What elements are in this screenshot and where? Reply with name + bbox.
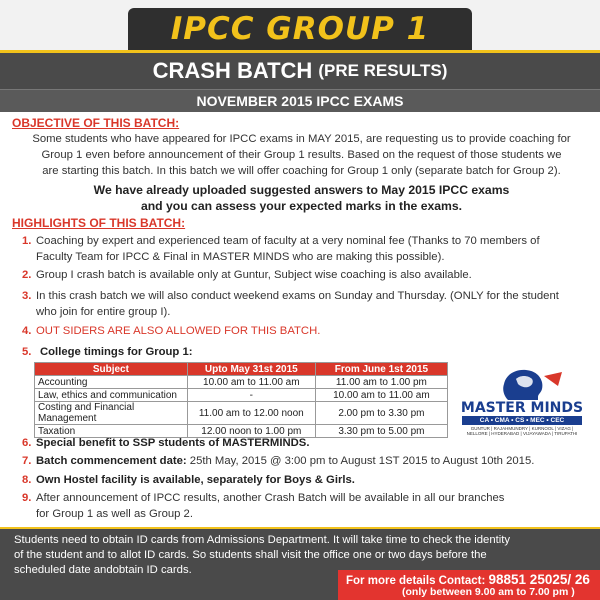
table-cell: - xyxy=(187,389,315,402)
highlight-item xyxy=(22,288,582,320)
table-row xyxy=(35,402,448,425)
highlights-heading: HIGHLIGHTS OF THIS BATCH: xyxy=(12,216,186,230)
highlight-item xyxy=(22,435,582,451)
logo-name: MASTER MINDS xyxy=(460,400,584,416)
highlight-number: 6. xyxy=(22,437,32,449)
table-header-row xyxy=(35,363,448,376)
timings-table xyxy=(34,362,448,438)
table-cell: Accounting xyxy=(35,376,188,389)
objective-heading: OBJECTIVE OF THIS BATCH: xyxy=(12,116,180,130)
table-cell: 11.00 am to 12.00 noon xyxy=(187,402,315,425)
highlight-item xyxy=(22,490,582,522)
highlight-number: 3. xyxy=(22,290,32,302)
table-cell: 10.00 am to 11.00 am xyxy=(315,389,447,402)
table-cell: 10.00 am to 11.00 am xyxy=(187,376,315,389)
table-cell: Law, ethics and communication xyxy=(35,389,188,402)
highlight-number: 2. xyxy=(22,269,32,281)
column-header: Subject xyxy=(35,363,188,376)
page-title: IPCC GROUP 1 xyxy=(170,11,430,47)
table-cell: 12.00 noon to 1.00 pm xyxy=(187,425,315,438)
contact-box xyxy=(338,570,600,600)
table-cell: 11.00 am to 1.00 pm xyxy=(315,376,447,389)
notice-line: scheduled date andobtain ID cards. xyxy=(14,564,192,576)
table-cell: Costing and Financial Management xyxy=(35,402,188,425)
highlight-number: 7. xyxy=(22,455,32,467)
highlight-number: 5. xyxy=(22,346,32,358)
objective-line: are starting this batch. In this batch we will offer coaching for Group 1 only (separate batch for Group 2). xyxy=(42,165,561,177)
highlight-item xyxy=(22,233,582,265)
highlight-text: 25th May, 2015 @ 3:00 pm to August 1ST 2015 to August 10th 2015. xyxy=(186,455,535,467)
highlight-text: College timings for Group 1: xyxy=(40,346,193,358)
highlight-text: Group I crash batch is available only at Guntur, Subject wise coaching is also available. xyxy=(36,269,472,281)
highlight-text: for Group 1 as well as Group 2. xyxy=(36,508,193,520)
objective-body xyxy=(14,131,589,179)
crash-batch-bar xyxy=(0,50,600,90)
objective-line: Some students who have appeared for IPCC exams in MAY 2015, are requesting us to provide coaching for xyxy=(32,133,571,145)
contact-hours: (only between 9.00 am to 7.00 pm ) xyxy=(402,586,575,598)
highlight-item xyxy=(22,453,582,469)
answers-note-line: and you can assess your expected marks in the exams. xyxy=(140,199,463,213)
column-header: From June 1st 2015 xyxy=(315,363,447,376)
title-bar xyxy=(128,8,472,50)
highlight-text: Coaching by expert and experienced team of faculty at a very nominal fee (Thanks to 70 members of xyxy=(36,235,540,247)
highlight-number: 1. xyxy=(22,235,32,247)
notice-line: of the student and to allot ID cards. So students shall visit the office one or two days before the xyxy=(14,549,487,561)
batch-main-title: CRASH BATCH xyxy=(152,58,313,83)
highlight-item xyxy=(22,323,582,339)
highlight-item xyxy=(22,344,582,360)
highlight-label: Batch commencement date: xyxy=(36,455,187,467)
highlight-text: Special benefit to SSP students of MASTERMINDS. xyxy=(36,437,310,449)
highlight-number: 8. xyxy=(22,474,32,486)
table-row xyxy=(35,376,448,389)
batch-subtitle: (PRE RESULTS) xyxy=(318,61,448,80)
master-minds-logo xyxy=(458,366,586,434)
logo-cities: GUNTUR | RAJAHMUNDRY | KURNOOL | VIZAG | NELLORE | HYDERABAD | VIJAYAWADA | TIRUPATHI xyxy=(466,426,578,436)
table-cell: Taxation xyxy=(35,425,188,438)
notice-line: Students need to obtain ID cards from Admissions Department. It will take time to check the identity xyxy=(14,534,511,546)
highlight-text: Own Hostel facility is available, separately for Boys & Girls. xyxy=(36,474,355,486)
highlight-text: In this crash batch we will also conduct weekend exams on Sunday and Thursday. (ONLY for the student xyxy=(36,290,559,302)
highlight-number: 9. xyxy=(22,492,32,504)
exam-bar xyxy=(0,90,600,112)
highlight-text: Faculty Team for IPCC & Final in MASTER MINDS who are making this possible). xyxy=(36,251,445,263)
highlight-item xyxy=(22,267,582,283)
answers-note-line: We have already uploaded suggested answers to May 2015 IPCC exams xyxy=(93,183,510,197)
head-icon xyxy=(458,366,586,402)
table-cell: 2.00 pm to 3.30 pm xyxy=(315,402,447,425)
contact-label: For more details Contact: xyxy=(346,575,486,587)
table-cell: 3.30 pm to 5.00 pm xyxy=(315,425,447,438)
objective-line: Group 1 even before announcement of their Group 1 results. Based on the request of those students we xyxy=(41,149,562,161)
answers-note xyxy=(14,182,589,214)
exam-title: NOVEMBER 2015 IPCC EXAMS xyxy=(196,93,404,109)
highlight-text: who join for entire group I). xyxy=(36,306,171,318)
column-header: Upto May 31st 2015 xyxy=(187,363,315,376)
highlight-number: 4. xyxy=(22,325,32,337)
highlight-item xyxy=(22,472,582,488)
logo-courses: CA • CMA • CS • MEC • CEC xyxy=(462,416,582,425)
contact-phone[interactable]: 98851 25025/ 26 xyxy=(488,572,590,587)
contact-line xyxy=(346,572,590,587)
highlight-text: After announcement of IPCC results, another Crash Batch will be available in all our branches xyxy=(36,492,505,504)
highlight-text: OUT SIDERS ARE ALSO ALLOWED FOR THIS BATCH. xyxy=(36,325,321,337)
table-row xyxy=(35,389,448,402)
